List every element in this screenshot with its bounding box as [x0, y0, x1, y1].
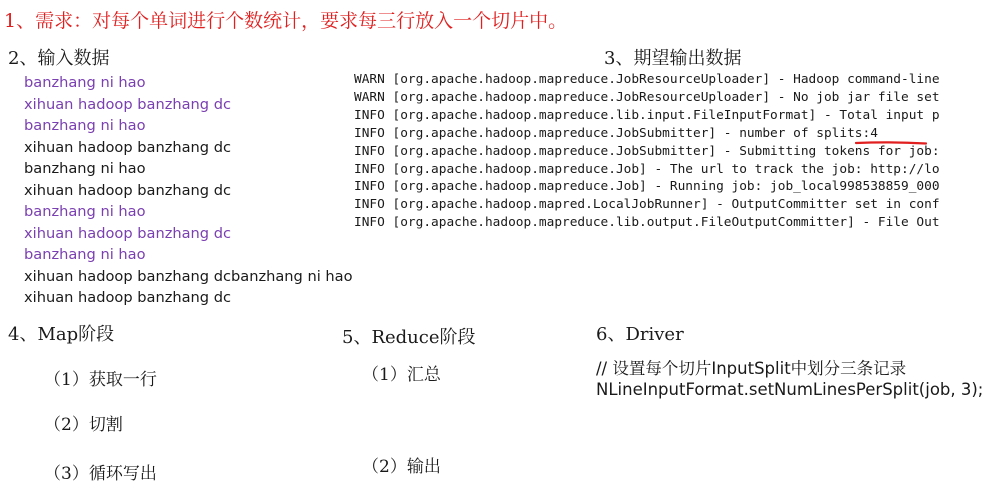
reduce-step: （2）输出	[362, 457, 441, 477]
input-line: banzhang ni hao	[24, 117, 146, 134]
driver-code: NLineInputFormat.setNumLinesPerSplit(job, 3);	[596, 380, 984, 399]
log-line: INFO [org.apache.hadoop.mapreduce.Job] - The url to track the job: http://lo	[354, 161, 940, 177]
input-data-heading: 2、输入数据	[8, 48, 110, 69]
input-line: xihuan hadoop banzhang dc	[24, 138, 231, 156]
page-title: 1、需求：对每个单词进行个数统计，要求每三行放入一个切片中。	[4, 10, 568, 32]
input-line: xihuan hadoop banzhang dc	[24, 289, 231, 306]
input-line: banzhang ni hao	[24, 160, 146, 177]
map-step: （1）获取一行	[44, 370, 157, 390]
input-line: banzhang ni hao	[24, 74, 146, 91]
input-line: xihuan hadoop banzhang dc	[24, 224, 231, 242]
log-line: INFO [org.apache.hadoop.mapreduce.JobSubmitter] - number of splits:4	[354, 125, 878, 141]
log-line: INFO [org.apache.hadoop.mapred.LocalJobRunner] - OutputCommitter set in conf	[354, 197, 940, 213]
reduce-step: （1）汇总	[362, 365, 441, 385]
log-line: INFO [org.apache.hadoop.mapreduce.Job] - Running job: job_local998538859_000	[354, 179, 940, 195]
map-step: （3）循环写出	[44, 464, 157, 484]
input-line: banzhang ni hao	[24, 203, 146, 220]
log-line: WARN [org.apache.hadoop.mapreduce.JobResourceUploader] - No job jar file set	[354, 89, 940, 105]
log-line: WARN [org.apache.hadoop.mapreduce.JobResourceUploader] - Hadoop command-line	[354, 72, 940, 87]
console-log-output	[354, 71, 982, 233]
reduce-stage-heading: 5、Reduce阶段	[342, 327, 476, 348]
input-line: banzhang ni hao	[24, 246, 146, 263]
map-stage-heading: 4、Map阶段	[8, 324, 115, 345]
input-line: xihuan hadoop banzhang dc	[24, 95, 231, 113]
map-step: （2）切割	[44, 415, 123, 435]
input-line: xihuan hadoop banzhang dc	[24, 181, 231, 199]
log-line: INFO [org.apache.hadoop.mapreduce.lib.output.FileOutputCommitter] - File Out	[354, 215, 940, 231]
log-line: INFO [org.apache.hadoop.mapreduce.JobSubmitter] - Submitting tokens for job:	[354, 143, 940, 159]
expected-output-heading: 3、期望输出数据	[604, 48, 742, 69]
driver-comment: // 设置每个切片InputSplit中划分三条记录	[596, 359, 907, 378]
splits-highlight-underline	[855, 140, 927, 146]
log-line: INFO [org.apache.hadoop.mapreduce.lib.input.FileInputFormat] - Total input p	[354, 107, 940, 123]
input-data-list	[24, 72, 353, 309]
driver-heading: 6、Driver	[596, 324, 684, 345]
input-line: xihuan hadoop banzhang dcbanzhang ni hao	[24, 267, 353, 285]
